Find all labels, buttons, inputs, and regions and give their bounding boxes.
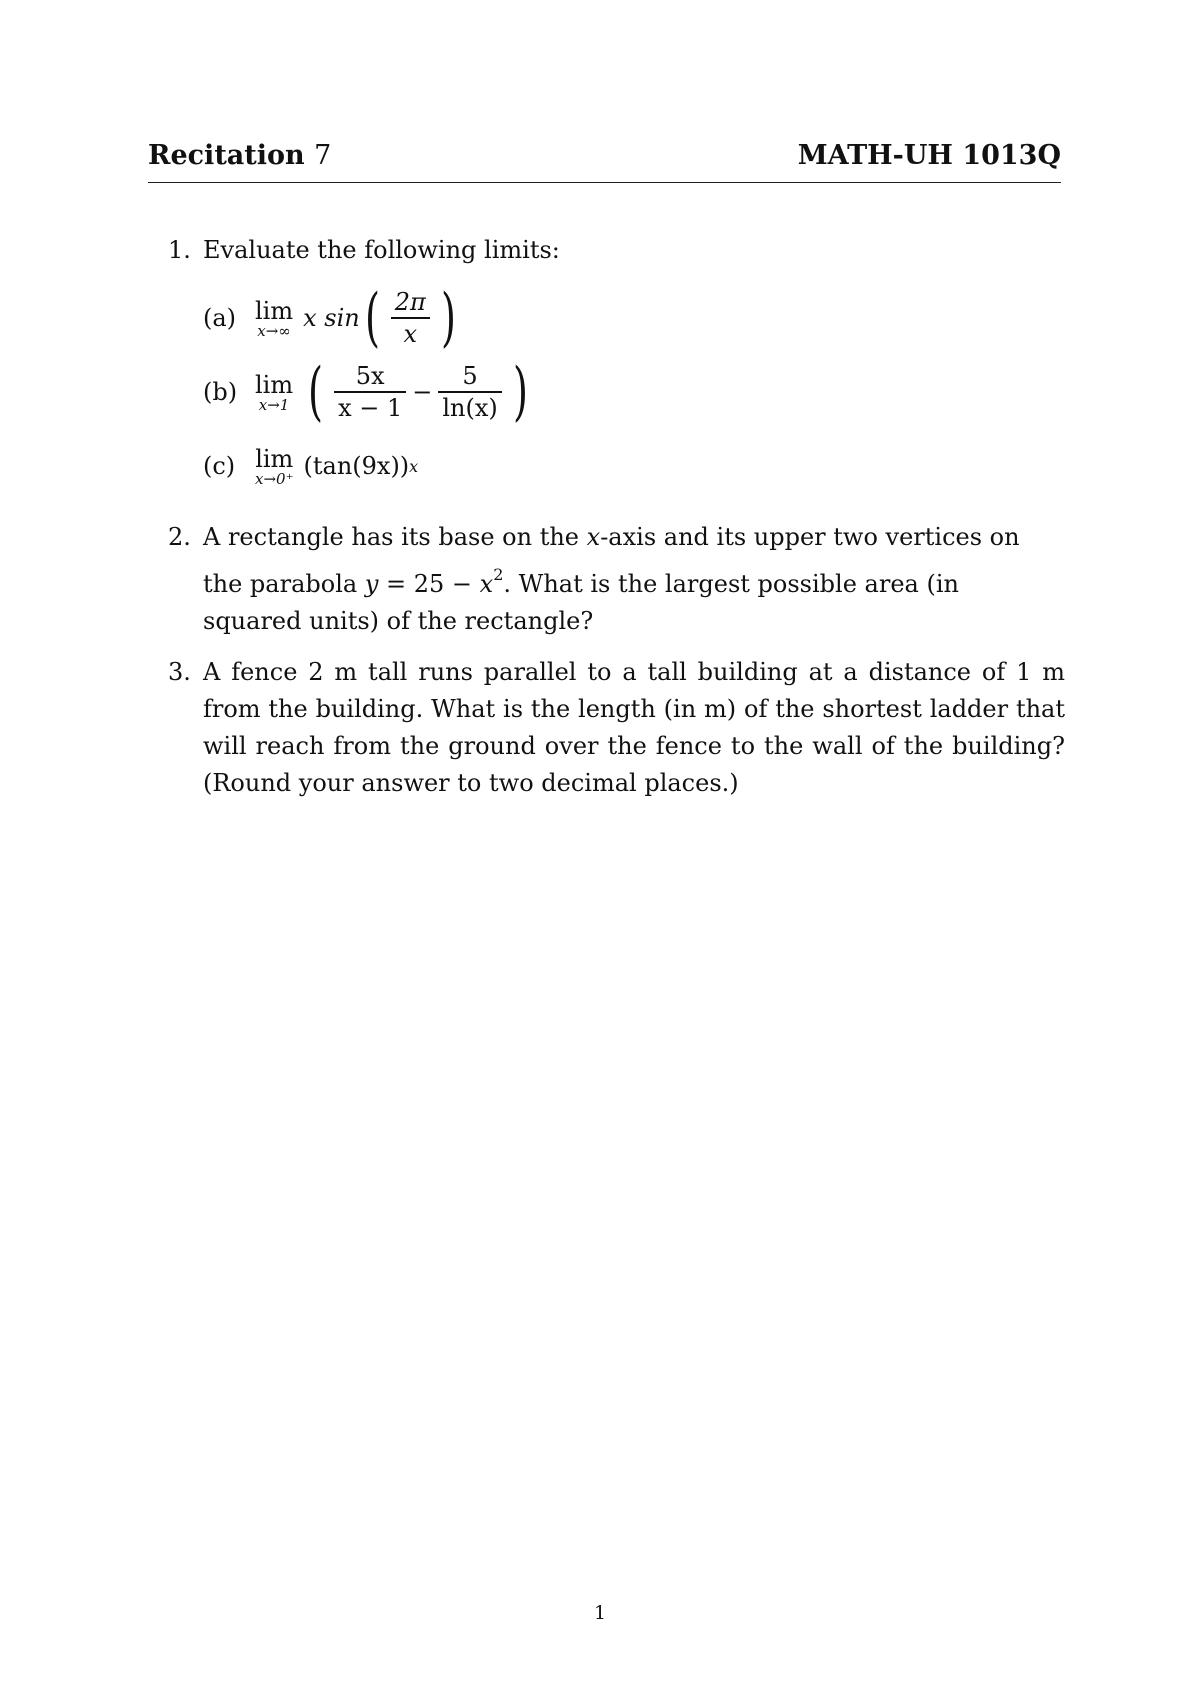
- problem-list: [168, 232, 1065, 802]
- course-code: MATH-UH 1013Q: [797, 140, 1061, 171]
- limit-subscript: x→∞: [257, 322, 291, 340]
- part-label: (b): [203, 377, 238, 406]
- problem-3: [168, 654, 1065, 802]
- problem-number: 3.: [168, 658, 191, 686]
- part-a: [203, 281, 1065, 355]
- part-label: (a): [203, 303, 237, 332]
- fraction: $\frac{2\pi}{x}$: [391, 287, 430, 348]
- limit-operator: lim x→1: [255, 371, 294, 414]
- problem-1: [168, 232, 1065, 503]
- problem-text: A rectangle has its base on the x-axis and its upper two vertices on the parabola $y = 25 - x^2$. What is the largest possible area (in squared units) of the rectangle?: [203, 523, 1020, 635]
- expression: x sin: [303, 303, 360, 332]
- part-b: [203, 355, 1065, 429]
- left-paren: (: [308, 355, 324, 429]
- left-paren: (: [364, 281, 380, 355]
- limit-subscript: x→1: [258, 396, 290, 414]
- limit-subscript: x→0⁺: [255, 470, 294, 488]
- right-paren: ): [512, 355, 528, 429]
- problem-text: A fence 2 m tall runs parallel to a tall building at a distance of 1 m from the building. What is the length (in m) of the shortest ladder that will reach from the ground over the fence to the wall of the building? (Round your answer to two decimal places.): [203, 658, 1065, 797]
- limit-operator: lim x→0⁺: [255, 445, 294, 488]
- recitation-title: Recitation 7: [148, 140, 332, 171]
- part-label: (c): [203, 451, 236, 480]
- part-c: [203, 429, 1065, 503]
- limit-parts: [203, 281, 1065, 503]
- problem-2: [168, 519, 1065, 640]
- limit-operator: lim x→∞: [255, 297, 294, 340]
- expression: (tan(9x)): [303, 451, 410, 480]
- problem-number: 2.: [168, 523, 191, 551]
- fraction: $\frac{5x}{x - 1}$: [334, 361, 406, 422]
- page-number: 1: [593, 1602, 607, 1624]
- problem-text: Evaluate the following limits:: [203, 236, 560, 264]
- exponent: x: [409, 456, 419, 476]
- page-header: [148, 140, 1061, 183]
- fraction: $\frac{5}{\ln(x)}$: [438, 361, 501, 422]
- problem-number: 1.: [168, 236, 191, 264]
- right-paren: ): [440, 281, 456, 355]
- minus-sign: −: [412, 377, 433, 406]
